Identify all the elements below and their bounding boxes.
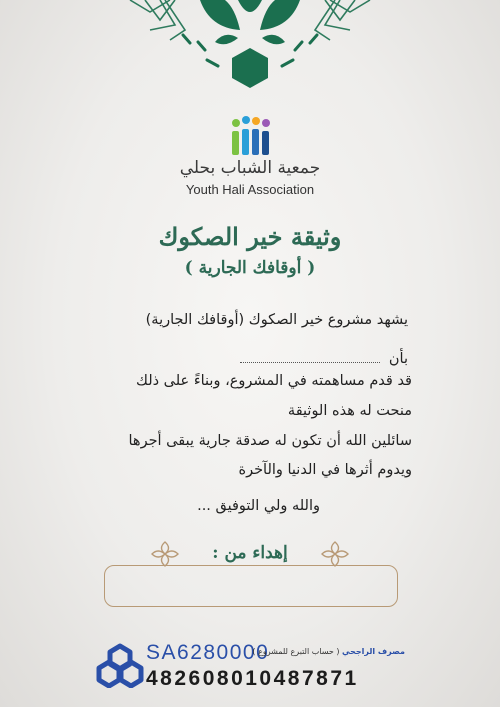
organization-name-english: Youth Hali Association bbox=[185, 182, 315, 197]
body-line-3: قد قدم مساهمته في المشروع، وبناءً على ذلك bbox=[135, 373, 412, 389]
iban-number: SA6280000 bbox=[146, 641, 270, 664]
account-number: 482608010487871 bbox=[146, 667, 359, 690]
gift-row bbox=[150, 540, 350, 568]
organization-name-arabic: جمعية الشباب بحلي bbox=[179, 158, 321, 178]
islamic-ornament-header bbox=[0, 0, 500, 95]
association-logo-icon bbox=[228, 115, 274, 161]
donation-account-note: ( حساب التبرع للمشروع ) bbox=[252, 647, 340, 656]
gift-from-box[interactable] bbox=[104, 565, 398, 607]
bank-note bbox=[252, 647, 405, 656]
certificate-title: وثيقة خير الصكوك bbox=[158, 222, 342, 251]
gift-from-label: إهداء من : bbox=[212, 543, 288, 563]
body-line-7: والله ولي التوفيق ... bbox=[197, 498, 320, 514]
flourish-left-icon bbox=[150, 540, 180, 568]
flourish-right-icon bbox=[320, 540, 350, 568]
bank-name: مصرف الراجحي bbox=[342, 647, 405, 656]
name-dotted-line bbox=[240, 348, 380, 363]
body-line-4: منحت له هذه الوثيقة bbox=[287, 403, 412, 419]
body-line-2 bbox=[240, 348, 408, 367]
certificate-subtitle: ( أوقافك الجارية ) bbox=[184, 258, 316, 278]
body-line-2-text: بأن bbox=[388, 351, 408, 367]
body-line-6: ويدوم أثرها في الدنيا والآخرة bbox=[238, 462, 412, 478]
body-line-5: سائلين الله أن تكون له صدقة جارية يبقى أجرها bbox=[128, 433, 412, 449]
bank-logo-icon bbox=[96, 642, 144, 688]
body-line-1: يشهد مشروع خير الصكوك (أوقافك الجارية) bbox=[145, 312, 408, 328]
